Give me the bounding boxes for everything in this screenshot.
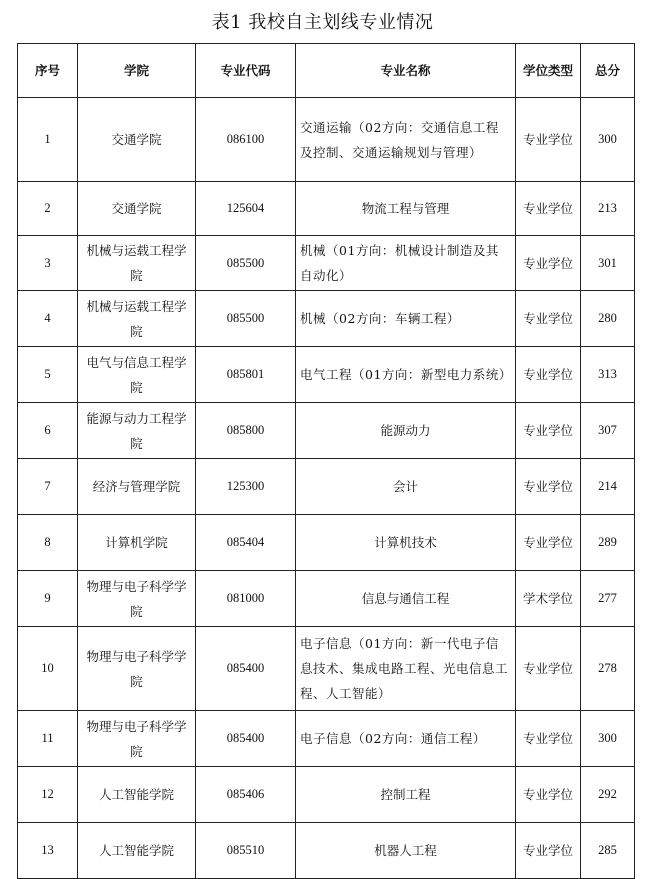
college-cell: 物理与电子科学学院 <box>78 711 196 767</box>
college-cell: 人工智能学院 <box>78 823 196 879</box>
major-name-cell: 信息与通信工程 <box>296 571 516 627</box>
table-row <box>18 711 635 767</box>
major-code-cell: 085510 <box>196 823 296 879</box>
total-score-cell: 301 <box>581 236 635 291</box>
major-code-cell: 125300 <box>196 459 296 515</box>
degree-type-cell: 专业学位 <box>516 459 581 515</box>
degree-type-cell: 专业学位 <box>516 182 581 236</box>
major-code-cell: 085406 <box>196 767 296 823</box>
major-code-cell: 085500 <box>196 291 296 347</box>
table-row <box>18 182 635 236</box>
major-code-cell: 085404 <box>196 515 296 571</box>
college-cell: 物理与电子科学学院 <box>78 571 196 627</box>
degree-type-cell: 专业学位 <box>516 291 581 347</box>
degree-type-cell: 专业学位 <box>516 711 581 767</box>
table-caption: 表1 我校自主划线专业情况 <box>211 12 434 33</box>
header-cell-no: 序号 <box>18 44 78 98</box>
table-row <box>18 459 635 515</box>
college-cell: 人工智能学院 <box>78 767 196 823</box>
degree-type-cell: 专业学位 <box>516 236 581 291</box>
major-code-cell: 086100 <box>196 98 296 182</box>
college-cell: 经济与管理学院 <box>78 459 196 515</box>
college-cell: 机械与运载工程学院 <box>78 291 196 347</box>
table-row <box>18 291 635 347</box>
major-name-cell: 电气工程（01方向：新型电力系统） <box>296 347 516 403</box>
major-name-cell: 机器人工程 <box>296 823 516 879</box>
college-cell: 电气与信息工程学院 <box>78 347 196 403</box>
major-code-cell: 085801 <box>196 347 296 403</box>
row-number-cell: 1 <box>18 98 78 182</box>
header-cell-major: 专业名称 <box>296 44 516 98</box>
row-number-cell: 13 <box>18 823 78 879</box>
total-score-cell: 280 <box>581 291 635 347</box>
total-score-cell: 214 <box>581 459 635 515</box>
major-code-cell: 081000 <box>196 571 296 627</box>
row-number-cell: 3 <box>18 236 78 291</box>
table-row <box>18 767 635 823</box>
degree-type-cell: 专业学位 <box>516 98 581 182</box>
college-cell: 物理与电子科学学院 <box>78 627 196 711</box>
college-cell: 计算机学院 <box>78 515 196 571</box>
major-name-cell: 交通运输（02方向：交通信息工程及控制、交通运输规划与管理） <box>296 98 516 182</box>
header-cell-degree: 学位类型 <box>516 44 581 98</box>
row-number-cell: 4 <box>18 291 78 347</box>
row-number-cell: 6 <box>18 403 78 459</box>
total-score-cell: 289 <box>581 515 635 571</box>
college-cell: 交通学院 <box>78 182 196 236</box>
table-row <box>18 515 635 571</box>
college-cell: 机械与运载工程学院 <box>78 236 196 291</box>
total-score-cell: 213 <box>581 182 635 236</box>
row-number-cell: 2 <box>18 182 78 236</box>
table-row <box>18 627 635 711</box>
major-name-cell: 物流工程与管理 <box>296 182 516 236</box>
college-cell: 能源与动力工程学院 <box>78 403 196 459</box>
table-header-row <box>18 44 635 98</box>
row-number-cell: 8 <box>18 515 78 571</box>
degree-type-cell: 专业学位 <box>516 403 581 459</box>
row-number-cell: 11 <box>18 711 78 767</box>
college-cell: 交通学院 <box>78 98 196 182</box>
major-code-cell: 125604 <box>196 182 296 236</box>
table-row <box>18 403 635 459</box>
row-number-cell: 9 <box>18 571 78 627</box>
table-row <box>18 823 635 879</box>
row-number-cell: 7 <box>18 459 78 515</box>
table-row <box>18 236 635 291</box>
degree-type-cell: 专业学位 <box>516 767 581 823</box>
header-cell-code: 专业代码 <box>196 44 296 98</box>
major-name-cell: 电子信息（02方向：通信工程） <box>296 711 516 767</box>
total-score-cell: 307 <box>581 403 635 459</box>
row-number-cell: 12 <box>18 767 78 823</box>
table-row <box>18 347 635 403</box>
total-score-cell: 277 <box>581 571 635 627</box>
header-cell-college: 学院 <box>78 44 196 98</box>
major-code-cell: 085400 <box>196 627 296 711</box>
degree-type-cell: 专业学位 <box>516 347 581 403</box>
row-number-cell: 5 <box>18 347 78 403</box>
degree-type-cell: 专业学位 <box>516 515 581 571</box>
major-name-cell: 电子信息（01方向：新一代电子信息技术、集成电路工程、光电信息工程、人工智能） <box>296 627 516 711</box>
degree-type-cell: 专业学位 <box>516 627 581 711</box>
header-cell-score: 总分 <box>581 44 635 98</box>
table-row <box>18 571 635 627</box>
row-number-cell: 10 <box>18 627 78 711</box>
major-name-cell: 计算机技术 <box>296 515 516 571</box>
major-code-cell: 085400 <box>196 711 296 767</box>
total-score-cell: 300 <box>581 711 635 767</box>
major-code-cell: 085800 <box>196 403 296 459</box>
major-name-cell: 控制工程 <box>296 767 516 823</box>
major-code-cell: 085500 <box>196 236 296 291</box>
major-name-cell: 机械（01方向：机械设计制造及其自动化） <box>296 236 516 291</box>
major-name-cell: 能源动力 <box>296 403 516 459</box>
majors-table <box>17 43 635 879</box>
total-score-cell: 285 <box>581 823 635 879</box>
table-row <box>18 98 635 182</box>
major-name-cell: 机械（02方向：车辆工程） <box>296 291 516 347</box>
major-name-cell: 会计 <box>296 459 516 515</box>
total-score-cell: 313 <box>581 347 635 403</box>
total-score-cell: 300 <box>581 98 635 182</box>
total-score-cell: 292 <box>581 767 635 823</box>
degree-type-cell: 学术学位 <box>516 571 581 627</box>
degree-type-cell: 专业学位 <box>516 823 581 879</box>
total-score-cell: 278 <box>581 627 635 711</box>
table-body <box>18 98 635 879</box>
